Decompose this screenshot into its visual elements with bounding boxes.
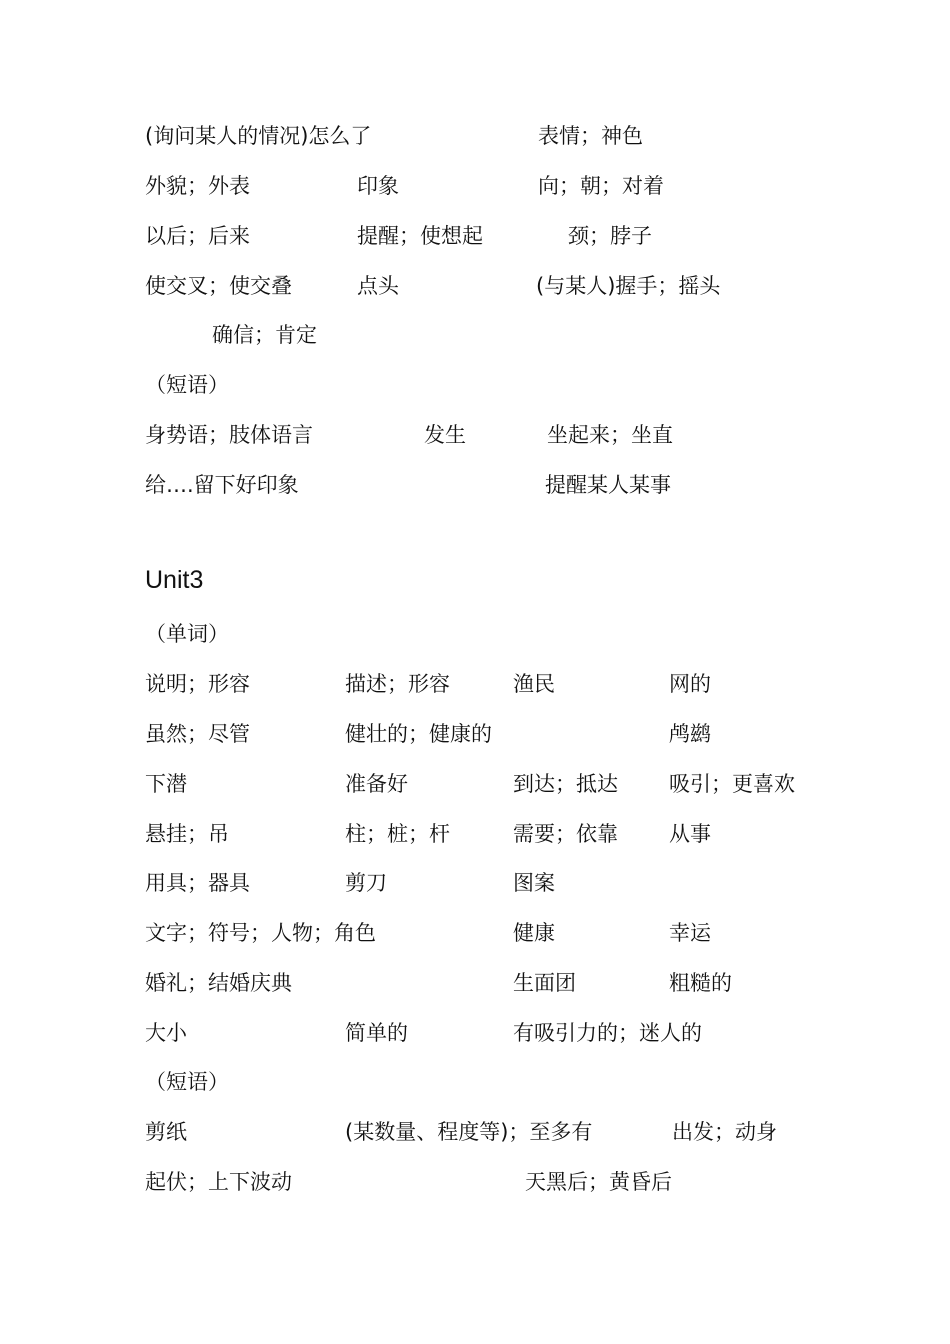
vocab-entry: 有吸引力的；迷人的 bbox=[513, 1021, 702, 1045]
vocab-entry: 表情；神色 bbox=[538, 124, 643, 148]
phrase-entry: 提醒某人某事 bbox=[545, 473, 671, 497]
vocab-entry: 柱；桩；杆 bbox=[345, 822, 450, 846]
vocab-entry: 婚礼；结婚庆典 bbox=[145, 971, 292, 995]
vocab-entry: 吸引；更喜欢 bbox=[669, 772, 795, 796]
vocab-entry: 鸬鹚 bbox=[669, 722, 711, 746]
unit-title: Unit3 bbox=[145, 566, 204, 594]
vocab-entry: 网的 bbox=[669, 672, 711, 696]
vocab-entry: 幸运 bbox=[669, 921, 711, 945]
vocab-entry: 从事 bbox=[669, 822, 711, 846]
vocab-entry: 颈；脖子 bbox=[568, 224, 652, 248]
vocab-entry: 印象 bbox=[357, 174, 399, 198]
vocab-entry: (与某人)握手；摇头 bbox=[536, 274, 721, 298]
vocab-entry: 需要；依靠 bbox=[513, 822, 618, 846]
vocab-entry: 健壮的；健康的 bbox=[345, 722, 492, 746]
vocab-entry: 简单的 bbox=[345, 1021, 408, 1045]
vocab-entry: 提醒；使想起 bbox=[357, 224, 483, 248]
vocab-entry: 悬挂；吊 bbox=[145, 822, 229, 846]
phrases-heading: （短语） bbox=[145, 1070, 229, 1094]
vocab-entry: 剪刀 bbox=[345, 871, 387, 895]
vocab-entry: 到达；抵达 bbox=[513, 772, 618, 796]
vocab-entry: 准备好 bbox=[345, 772, 408, 796]
vocab-entry: 下潜 bbox=[145, 772, 187, 796]
phrase-entry: 天黑后；黄昏后 bbox=[525, 1170, 672, 1194]
phrase-entry: 出发；动身 bbox=[672, 1120, 777, 1144]
vocab-entry: 确信；肯定 bbox=[212, 323, 317, 347]
phrase-entry: 剪纸 bbox=[145, 1120, 187, 1144]
vocab-entry: 向；朝；对着 bbox=[538, 174, 664, 198]
vocab-entry: 使交叉；使交叠 bbox=[145, 274, 292, 298]
vocab-entry: 渔民 bbox=[513, 672, 555, 696]
vocab-entry: 外貌；外表 bbox=[145, 174, 250, 198]
vocab-entry: 说明；形容 bbox=[145, 672, 250, 696]
vocab-entry: 大小 bbox=[145, 1021, 187, 1045]
vocab-entry: 生面团 bbox=[513, 971, 576, 995]
vocab-entry: 文字；符号；人物；角色 bbox=[145, 921, 376, 945]
vocab-entry: 健康 bbox=[513, 921, 555, 945]
vocab-entry: 图案 bbox=[513, 871, 555, 895]
phrase-entry: (某数量、程度等)；至多有 bbox=[345, 1120, 593, 1144]
phrase-entry: 起伏；上下波动 bbox=[145, 1170, 292, 1194]
vocab-entry: 点头 bbox=[357, 274, 399, 298]
vocab-entry: (询问某人的情况)怎么了 bbox=[145, 124, 372, 148]
vocab-entry: 虽然；尽管 bbox=[145, 722, 250, 746]
phrase-entry: 身势语；肢体语言 bbox=[145, 423, 313, 447]
vocab-entry: 粗糙的 bbox=[669, 971, 732, 995]
vocab-entry: 描述；形容 bbox=[345, 672, 450, 696]
phrase-entry: 发生 bbox=[424, 423, 466, 447]
words-heading: （单词） bbox=[145, 622, 229, 646]
vocab-entry: 用具；器具 bbox=[145, 871, 250, 895]
phrases-heading: （短语） bbox=[145, 373, 229, 397]
phrase-entry: 坐起来；坐直 bbox=[547, 423, 673, 447]
vocab-entry: 以后；后来 bbox=[145, 224, 250, 248]
phrase-entry: 给….留下好印象 bbox=[145, 473, 299, 497]
